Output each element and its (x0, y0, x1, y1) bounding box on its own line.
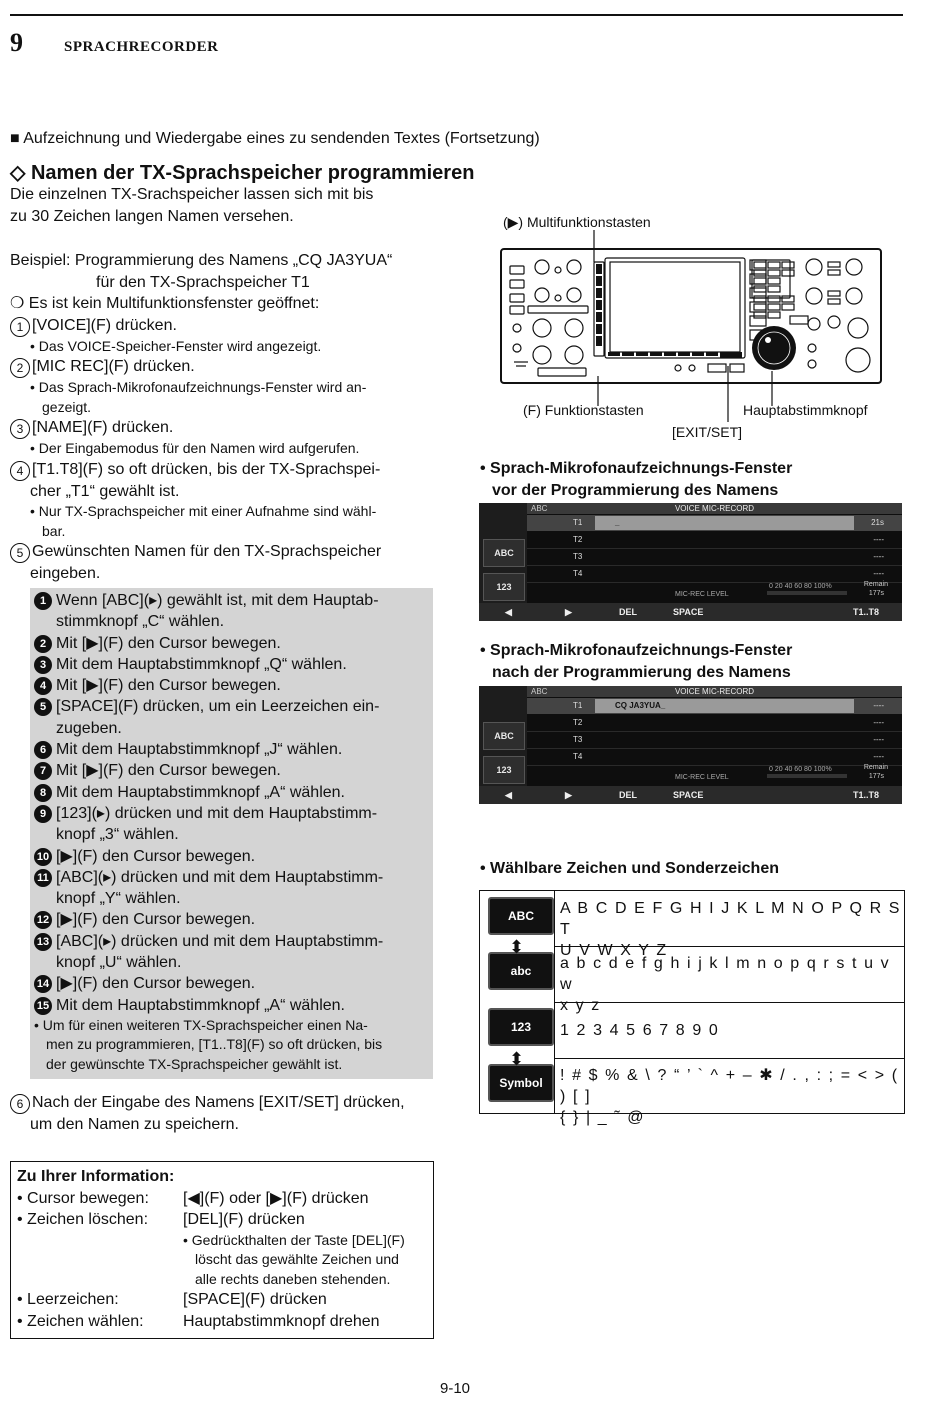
memory-length: 21s (871, 518, 884, 527)
step-note: gezeigt. (42, 398, 92, 415)
step-6 (10, 1092, 435, 1136)
substeps-box (30, 588, 433, 1079)
step-2 (10, 356, 435, 378)
substep-text: [123](▸) drücken und mit dem Hauptabstimm- (56, 804, 378, 822)
substep-14 (34, 973, 429, 994)
substep-4 (34, 675, 429, 696)
label-multifunction-keys: (▶) Multifunktionstasten (503, 214, 651, 230)
step-3 (10, 417, 435, 439)
step-number: 5 (10, 543, 30, 563)
memory-length: ---- (873, 718, 884, 727)
info-row (17, 1289, 427, 1311)
substep-text: [▶](F) den Cursor bewegen. (56, 911, 256, 929)
step-text: cher „T1“ gewählt ist. (30, 482, 180, 500)
info-row (17, 1188, 427, 1210)
info-title: Zu Ihrer Information: (17, 1168, 175, 1185)
memory-row[interactable] (527, 732, 902, 749)
memory-name: T1 (573, 518, 583, 527)
step-text: um den Namen zu speichern. (30, 1116, 239, 1133)
name-entry-field (595, 516, 854, 530)
charset-characters (560, 1065, 904, 1128)
substep-number: 12 (34, 911, 52, 929)
memory-row[interactable] (527, 566, 902, 583)
substep-text: [SPACE](F) drücken, um ein Leerzeichen ein- (56, 698, 380, 716)
intro-line: Die einzelnen TX-Srachspeicher lassen sich mit bis (10, 186, 374, 203)
charset-line: 1 2 3 4 5 6 7 8 9 0 (560, 1021, 720, 1039)
substep-9 (34, 824, 429, 845)
substep-text: Mit dem Hauptabstimmknopf „J“ wählen. (56, 741, 343, 759)
substep-13 (34, 931, 429, 952)
caption-line: • Sprach-Mikrofonaufzeichnungs-Fenster (480, 642, 793, 659)
example-line: für den TX-Sprachspeicher T1 (96, 273, 310, 291)
substep-9 (34, 803, 429, 824)
memory-row[interactable] (527, 749, 902, 766)
step-text: eingeben. (30, 565, 101, 582)
level-meter (767, 774, 847, 778)
substep-11 (34, 888, 429, 909)
substep-1 (34, 590, 429, 611)
charset-key-123: 123 (488, 1008, 554, 1046)
function-key-bar (479, 786, 902, 804)
label-main-dial: Hauptabstimmknopf (743, 402, 868, 418)
substep-number: 2 (34, 635, 52, 653)
table-row-divider (554, 946, 904, 947)
substep-5 (34, 718, 429, 739)
charset-characters (560, 953, 904, 1016)
info-value: alle rechts daneben stehenden. (195, 1270, 391, 1287)
info-key: • Cursor bewegen: (17, 1189, 149, 1207)
cursor-left-key[interactable]: ◀ (505, 790, 512, 800)
step-note: bar. (42, 522, 66, 539)
function-key-bar (479, 603, 902, 621)
charset-characters (560, 1020, 719, 1041)
memory-name: T3 (573, 735, 583, 744)
step-number: 1 (10, 317, 30, 337)
substep-text: knopf „Y“ wählen. (56, 890, 181, 908)
chapter-number: 9 (10, 28, 23, 57)
substep-15 (34, 995, 429, 1016)
charset-line: ! # $ % & \ ? “ ’ ` ^ + – ✱ / . , : ; = < > ( ) [ ] (560, 1066, 899, 1105)
substep-number: 5 (34, 698, 52, 716)
substep-number: 11 (34, 869, 52, 887)
info-value: löscht das gewählte Zeichen und (195, 1251, 399, 1267)
info-content (11, 1162, 433, 1336)
step-1 (10, 315, 435, 337)
cursor-right-key[interactable]: ▶ (565, 607, 572, 617)
substep-text: Mit [▶](F) den Cursor bewegen. (56, 762, 281, 780)
remain-time: 177s (868, 590, 884, 597)
remain-label: Remain (863, 581, 888, 588)
step-4 (10, 459, 435, 481)
info-key (17, 1270, 183, 1290)
substep-text: [ABC](▸) drücken und mit dem Hauptabstimm- (56, 868, 384, 886)
info-key (17, 1231, 183, 1251)
level-scale: 0 20 40 60 80 100% (769, 583, 832, 590)
substep-5 (34, 696, 429, 717)
step-text: Gewünschten Namen für den TX-Sprachspeicher (32, 543, 382, 560)
substep-number: 4 (34, 677, 52, 695)
info-value: [SPACE](F) drücken (183, 1291, 327, 1308)
substep-text: Mit [▶](F) den Cursor bewegen. (56, 677, 281, 695)
remain-label: Remain (863, 764, 888, 771)
memory-length: ---- (873, 752, 884, 761)
step-number: 2 (10, 358, 30, 378)
substep-text: Wenn [ABC](▸) gewählt ist, mit dem Hauptab- (56, 592, 379, 609)
step-text: [T1.T8](F) so oft drücken, bis der TX-Sprachspei- (32, 460, 381, 478)
character-table (479, 890, 905, 1126)
memory-length: ---- (873, 535, 884, 544)
substep-number: 9 (34, 805, 52, 823)
info-row (17, 1209, 427, 1231)
charset-line: A B C D E F G H I J K L M N O P Q R S T (560, 899, 902, 938)
charset-line: { } | _ ˜ @ (560, 1108, 646, 1126)
del-key[interactable]: DEL (619, 790, 637, 800)
screen2-caption (480, 640, 792, 683)
charset-line: x y z (560, 997, 601, 1014)
step-text: [NAME](F) drücken. (32, 419, 174, 436)
step-number: 4 (10, 461, 30, 481)
memory-name: T1 (573, 701, 583, 710)
example-line: Beispiel: Programmierung des Namens „CQ JA3YUA“ (10, 252, 393, 269)
caption-line: nach der Programmierung des Namens (492, 663, 791, 681)
level-scale: 0 20 40 60 80 100% (769, 766, 832, 773)
substep-text: [ABC](▸) drücken und mit dem Hauptabstimm- (56, 932, 384, 950)
page-number: 9-10 (440, 1380, 471, 1397)
radio-callout-lines (500, 226, 880, 426)
toggle-arrow-icon: ⬍ (509, 937, 525, 957)
screen-title: VOICE MIC-RECORD (527, 686, 902, 697)
header-rule (10, 14, 903, 16)
substep-number: 7 (34, 762, 52, 780)
substep-number: 8 (34, 784, 52, 802)
abc-button[interactable]: ABC (483, 722, 525, 750)
intro-line: zu 30 Zeichen langen Namen versehen. (10, 207, 294, 225)
step-text: [MIC REC](F) drücken. (32, 358, 195, 375)
substep-12 (34, 909, 429, 930)
substep-8 (34, 782, 429, 803)
memory-name: T2 (573, 718, 583, 727)
memory-length: ---- (873, 552, 884, 561)
substep-number: 6 (34, 741, 52, 759)
charset-key-abc: ABC (488, 897, 554, 935)
screen1-caption (480, 458, 792, 501)
screen-tag: ABC (531, 504, 548, 513)
substep-text: [▶](F) den Cursor bewegen. (56, 847, 256, 865)
substep-text: Mit dem Hauptabstimmknopf „Q“ wählen. (56, 655, 347, 673)
info-row (17, 1231, 427, 1251)
screen-title: VOICE MIC-RECORD (527, 503, 902, 514)
step-note: • Nur TX-Sprachspeicher mit einer Aufnahme sind wähl- (30, 503, 377, 519)
subsection-heading: ◇ Namen der TX-Sprachspeicher programmieren (10, 162, 475, 184)
substep-number: 10 (34, 848, 52, 866)
t1-t8-key[interactable]: T1..T8 (853, 790, 880, 800)
substeps-list (30, 588, 433, 1074)
substep-note: • Um für einen weiteren TX-Sprachspeicher einen Na- (34, 1016, 368, 1033)
chars-caption: • Wählbare Zeichen und Sonderzeichen (480, 860, 779, 877)
memory-text: _ (615, 518, 620, 527)
charset-key-symbol: Symbol (488, 1064, 554, 1102)
caption-line: vor der Programmierung des Namens (492, 481, 779, 499)
mic-rec-level-label: MIC-REC LEVEL (675, 591, 729, 598)
caption-line: • Sprach-Mikrofonaufzeichnungs-Fenster (480, 460, 793, 477)
info-key (17, 1250, 183, 1270)
memory-name: T2 (573, 535, 583, 544)
space-key[interactable]: SPACE (673, 790, 704, 800)
substep-note: men zu programmieren, [T1..T8](F) so oft drücken, bis (46, 1036, 383, 1053)
label-function-keys: (F) Funktionstasten (523, 402, 644, 418)
memory-length: ---- (873, 701, 884, 710)
memory-row[interactable] (527, 549, 902, 566)
substep-number: 15 (34, 997, 52, 1015)
precondition: ❍ Es ist kein Multifunktionsfenster geöffnet: (10, 295, 320, 312)
step-text: Nach der Eingabe des Namens [EXIT/SET] drücken, (32, 1094, 405, 1111)
abc-button[interactable]: ABC (483, 539, 525, 567)
info-box (10, 1161, 434, 1339)
screen-tag: ABC (531, 687, 548, 696)
info-key: • Leerzeichen: (17, 1291, 119, 1308)
step-number: 3 (10, 419, 30, 439)
step-number: 6 (10, 1094, 30, 1114)
table-row-divider (554, 1002, 904, 1003)
info-value: • Gedrückthalten der Taste [DEL](F) (183, 1231, 405, 1248)
charset-key-abc: abc (488, 952, 554, 990)
substep-13 (34, 952, 429, 973)
substep-text: knopf „3“ wählen. (56, 826, 179, 844)
numeric-button[interactable]: 123 (483, 573, 525, 601)
step-note: • Das VOICE-Speicher-Fenster wird angezeigt. (30, 337, 322, 354)
substep-2 (34, 633, 429, 654)
numeric-button[interactable]: 123 (483, 756, 525, 784)
substep-6 (34, 739, 429, 760)
substep-1 (34, 611, 429, 632)
info-value: [◀](F) oder [▶](F) drücken (183, 1189, 369, 1207)
substep-3 (34, 654, 429, 675)
substep-number: 14 (34, 975, 52, 993)
memory-length: ---- (873, 569, 884, 578)
memory-row[interactable] (527, 698, 902, 714)
voice-mic-record-screen-before (479, 503, 902, 621)
charset-characters (560, 898, 904, 961)
info-row (17, 1311, 427, 1333)
level-meter (767, 591, 847, 595)
substep-number: 3 (34, 656, 52, 674)
memory-text: CQ JA3YUA_ (615, 701, 666, 710)
memory-row[interactable] (527, 532, 902, 549)
section-heading: ■ Aufzeichnung und Wiedergabe eines zu sendenden Textes (Fortsetzung) (10, 130, 540, 147)
substep-11 (34, 867, 429, 888)
t1-t8-key[interactable]: T1..T8 (853, 607, 880, 617)
step-note: • Der Eingabemodus für den Namen wird aufgerufen. (30, 440, 360, 456)
substep-text: Mit dem Hauptabstimmknopf „A“ wählen. (56, 996, 345, 1014)
toggle-arrow-icon: ⬍ (509, 1049, 525, 1069)
memory-name: T4 (573, 569, 583, 578)
memory-row[interactable] (527, 515, 902, 531)
substep-7 (34, 760, 429, 781)
substep-note: der gewünschte TX-Sprachspeicher gewählt ist. (46, 1055, 343, 1072)
charset-line: U V W X Y Z (560, 941, 668, 959)
cursor-left-key[interactable]: ◀ (505, 607, 512, 617)
memory-length: ---- (873, 735, 884, 744)
substep-text: stimmknopf „C“ wählen. (56, 613, 225, 631)
memory-name: T4 (573, 752, 583, 761)
left-column (10, 184, 435, 585)
substep-10 (34, 846, 429, 867)
info-row (17, 1250, 427, 1270)
substep-text: Mit [▶](F) den Cursor bewegen. (56, 634, 281, 652)
chapter-title: SPRACHRECORDER (64, 39, 219, 55)
del-key[interactable]: DEL (619, 607, 637, 617)
remain-time: 177s (868, 773, 884, 780)
info-key: • Zeichen wählen: (17, 1312, 144, 1330)
substep-text: [▶](F) den Cursor bewegen. (56, 975, 256, 993)
substep-number: 1 (34, 592, 52, 610)
label-exit-set: [EXIT/SET] (672, 424, 743, 440)
substep-text: knopf „U“ wählen. (56, 954, 182, 972)
info-row (17, 1270, 427, 1290)
step-text: [VOICE](F) drücken. (32, 316, 177, 334)
table-row-divider (554, 1058, 904, 1059)
mic-rec-level-label: MIC-REC LEVEL (675, 774, 729, 781)
step-note: • Das Sprach-Mikrofonaufzeichnungs-Fenster wird an- (30, 379, 367, 395)
substep-number: 13 (34, 933, 52, 951)
info-key: • Zeichen löschen: (17, 1211, 149, 1228)
charset-line: a b c d e f g h i j k l m n o p q r s t u v w (560, 955, 891, 993)
memory-row[interactable] (527, 715, 902, 732)
substep-text: zugeben. (56, 719, 122, 737)
voice-mic-record-screen-after (479, 686, 902, 804)
memory-name: T3 (573, 552, 583, 561)
info-value: [DEL](F) drücken (183, 1211, 305, 1228)
substep-text: Mit dem Hauptabstimmknopf „A“ wählen. (56, 783, 345, 801)
space-key[interactable]: SPACE (673, 607, 704, 617)
cursor-right-key[interactable]: ▶ (565, 790, 572, 800)
info-value: Hauptabstimmknopf drehen (183, 1312, 380, 1330)
step-5 (10, 541, 435, 563)
